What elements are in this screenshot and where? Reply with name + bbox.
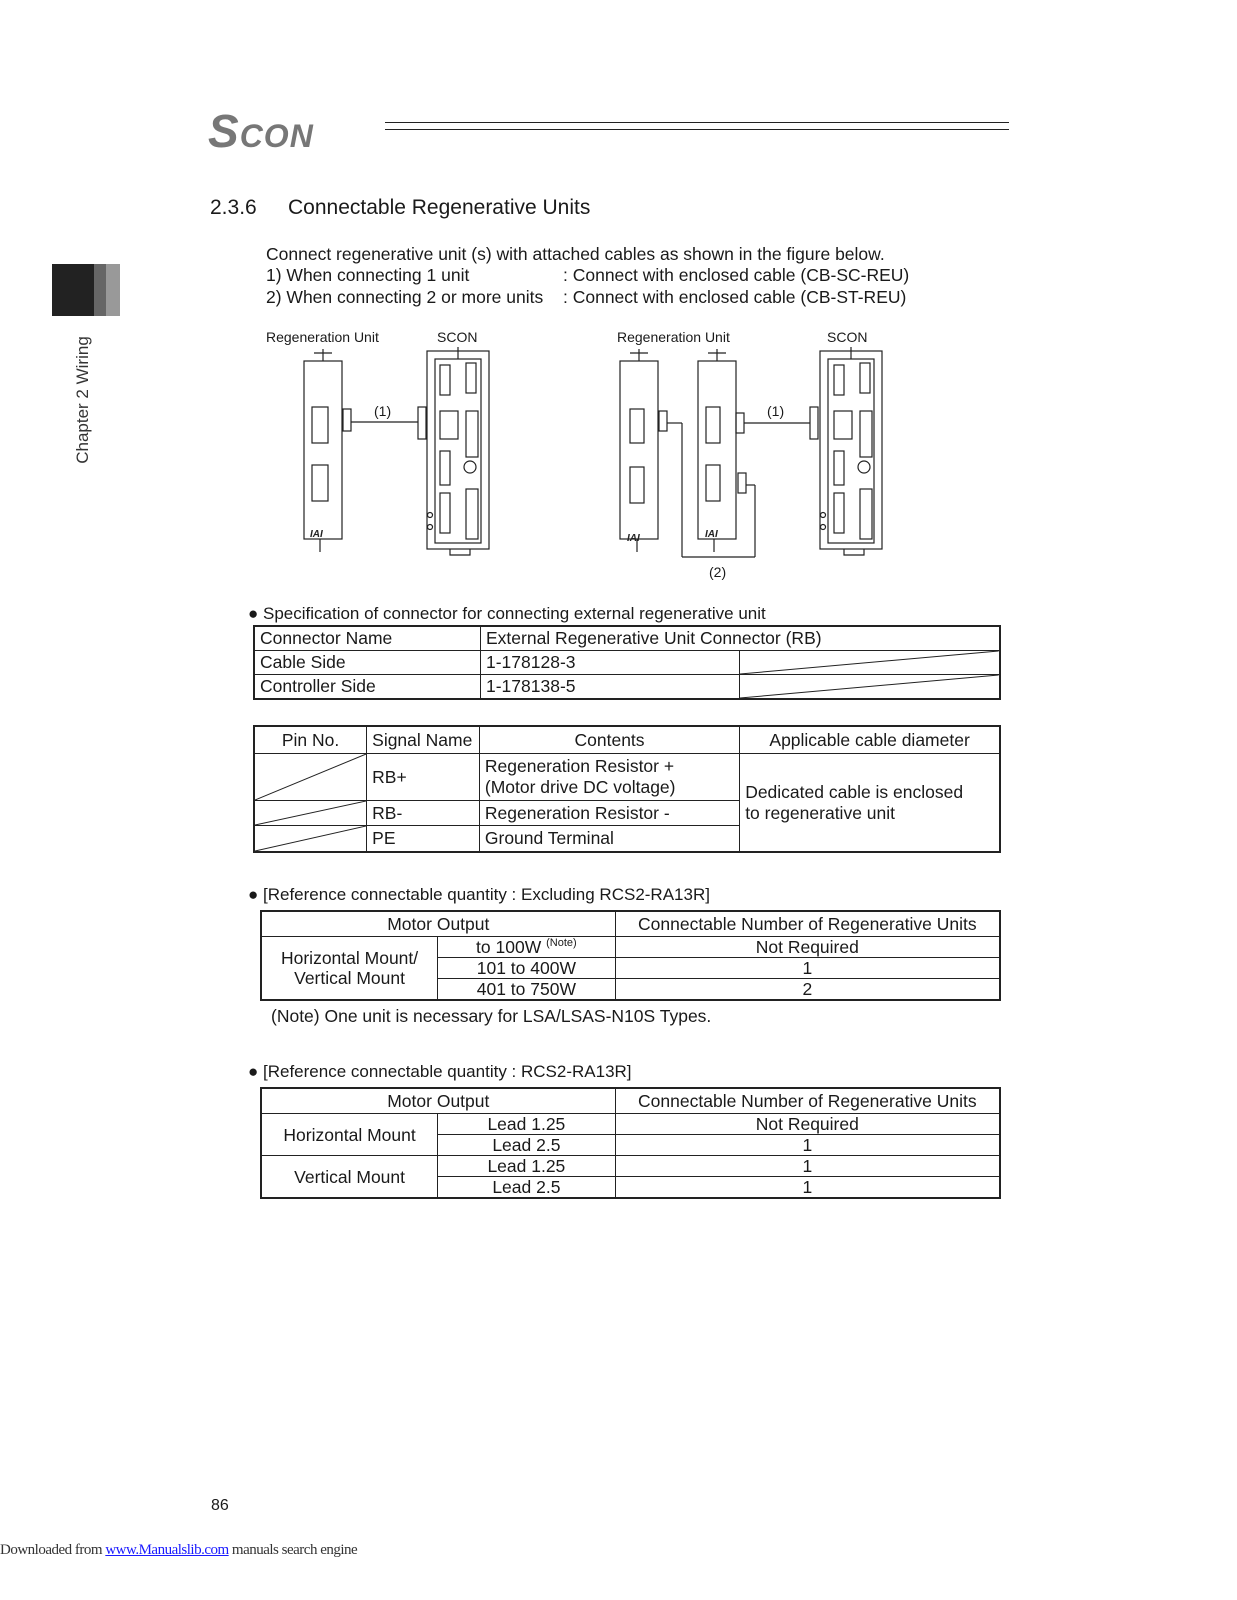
left-regen-unit-label: Regeneration Unit: [266, 329, 379, 345]
section-number: 2.3.6: [210, 196, 257, 219]
table-cell: Cable Side: [254, 651, 481, 675]
cable-note-line: to regenerative unit: [745, 802, 896, 823]
logo-rest: CON: [239, 118, 314, 154]
right-scon-label: SCON: [827, 329, 868, 345]
regen-unit-left: [304, 349, 342, 552]
ref-qty-1-heading: ● [Reference connectable quantity : Excluding RCS2-RA13R]: [248, 885, 710, 904]
iai-logo-right-1: IAI: [627, 533, 640, 544]
intro-item-2-value: : Connect with enclosed cable (CB-ST-REU): [563, 287, 907, 307]
table-row: [254, 675, 1000, 700]
table-cell: Controller Side: [254, 675, 481, 700]
table-cell: 1-178128-3: [481, 651, 740, 675]
empty-cell-diagonal: [254, 754, 367, 801]
table-cell: 1: [615, 1156, 1000, 1177]
section-title: [210, 196, 590, 220]
connector-spec-heading: ● Specification of connector for connecting external regenerative unit: [248, 604, 766, 623]
chapter-label: Chapter 2 Wiring: [73, 336, 92, 464]
table-header-row: [261, 1088, 1000, 1114]
note-marker: (Note): [546, 937, 577, 949]
table-row: [254, 651, 1000, 675]
empty-cell-diagonal: [740, 675, 1000, 700]
table-cell: 101 to 400W: [438, 958, 615, 979]
download-footer: [0, 1542, 357, 1559]
header-cell: Pin No.: [254, 726, 367, 754]
scon-controller-right: [820, 347, 882, 555]
connector-spec-table: [253, 625, 1001, 700]
mount-cell: Vertical Mount: [261, 1156, 438, 1199]
cable-2-label: (2): [709, 564, 727, 580]
header-cell: Motor Output: [261, 1088, 615, 1114]
table-cell: Lead 1.25: [438, 1156, 615, 1177]
header-cell: Applicable cable diameter: [740, 726, 1000, 754]
table-cell: 1: [615, 1135, 1000, 1156]
table-header-row: [261, 911, 1000, 937]
ref-qty-1-note: (Note) One unit is necessary for LSA/LSAS-N10S Types.: [271, 1006, 712, 1026]
footer-suffix: manuals search engine: [228, 1542, 358, 1558]
scon-controller-left: [427, 347, 489, 555]
table-cell: 1: [615, 958, 1000, 979]
header-cell: Connectable Number of Regenerative Units: [615, 1088, 1000, 1114]
ref-qty-2-table: [260, 1087, 1001, 1199]
intro-item-2-label: 2) When connecting 2 or more units: [266, 287, 544, 307]
table-cell: Lead 2.5: [438, 1135, 615, 1156]
footer-prefix: Downloaded from: [0, 1542, 106, 1558]
cable-diameter-cell: [740, 754, 1000, 853]
table-cell: [438, 937, 615, 958]
chapter-tab-block: [52, 264, 94, 316]
ref-qty-1-table: [260, 910, 1001, 1001]
wiring-diagram: [290, 345, 900, 570]
header-cell: Motor Output: [261, 911, 615, 937]
table-cell: External Regenerative Unit Connector (RB): [481, 626, 1001, 651]
intro-item-1-value: : Connect with enclosed cable (CB-SC-REU): [563, 265, 910, 285]
table-row: [261, 937, 1000, 958]
table-row: [254, 626, 1000, 651]
table-cell: [479, 754, 739, 801]
manualslib-link[interactable]: www.Manualslib.com: [105, 1542, 229, 1558]
left-scon-label: SCON: [437, 329, 478, 345]
logo-s: S: [208, 105, 240, 157]
intro-item-2: [266, 287, 906, 308]
table-cell: 401 to 750W: [438, 979, 615, 1001]
intro-item-1: [266, 265, 909, 286]
ref-qty-2-heading: ● [Reference connectable quantity : RCS2-RA13R]: [248, 1062, 632, 1081]
table-cell: Lead 1.25: [438, 1114, 615, 1135]
page-number: 86: [211, 1497, 229, 1514]
table-cell: Connector Name: [254, 626, 481, 651]
right-regen-unit-label: Regeneration Unit: [617, 329, 730, 345]
contents-line: (Motor drive DC voltage): [484, 777, 676, 797]
section-title-text: Connectable Regenerative Units: [288, 196, 591, 219]
empty-cell-diagonal: [254, 826, 367, 853]
mount-line: Horizontal Mount/: [280, 948, 419, 968]
table-cell: Ground Terminal: [479, 826, 739, 853]
chapter-tab-block-mid: [94, 264, 106, 316]
table-cell: RB-: [367, 801, 480, 826]
chapter-tab-block-light: [106, 264, 120, 316]
empty-cell-diagonal: [740, 651, 1000, 675]
table-header-row: [254, 726, 1000, 754]
header-rule-top: [385, 122, 1009, 123]
table-cell: Regeneration Resistor -: [479, 801, 739, 826]
contents-line: Regeneration Resistor +: [484, 756, 675, 776]
regen-unit-right-2: [698, 349, 736, 552]
header-cell: Contents: [479, 726, 739, 754]
cable-1b-label: (1): [767, 403, 785, 419]
intro-line: Connect regenerative unit (s) with attached cables as shown in the figure below.: [266, 244, 885, 264]
header-cell: Connectable Number of Regenerative Units: [615, 911, 1000, 937]
mount-cell: Horizontal Mount: [261, 1114, 438, 1156]
table-cell: 1-178138-5: [481, 675, 740, 700]
table-cell: Not Required: [615, 937, 1000, 958]
scon-logo: [208, 104, 314, 158]
table-cell: 1: [615, 1177, 1000, 1199]
table-cell: PE: [367, 826, 480, 853]
cable-1-label: (1): [374, 403, 392, 419]
header-rule-bottom: [385, 129, 1009, 130]
table-row: [261, 1114, 1000, 1135]
table-cell: Lead 2.5: [438, 1177, 615, 1199]
iai-logo-left: IAI: [310, 529, 323, 540]
regen-unit-right-1: [620, 349, 658, 552]
header-cell: Signal Name: [367, 726, 480, 754]
output-value: to 100W: [476, 937, 542, 957]
cable-note-line: Dedicated cable is enclosed: [745, 781, 964, 802]
mount-line: Vertical Mount: [294, 968, 405, 988]
table-cell: RB+: [367, 754, 480, 801]
table-row: [254, 754, 1000, 801]
table-row: [261, 1156, 1000, 1177]
mount-cell: [261, 937, 438, 1001]
table-cell: Not Required: [615, 1114, 1000, 1135]
pin-table: [253, 725, 1001, 853]
empty-cell-diagonal: [254, 801, 367, 826]
table-cell: 2: [615, 979, 1000, 1001]
iai-logo-right-2: IAI: [705, 529, 718, 540]
intro-item-1-label: 1) When connecting 1 unit: [266, 265, 470, 285]
